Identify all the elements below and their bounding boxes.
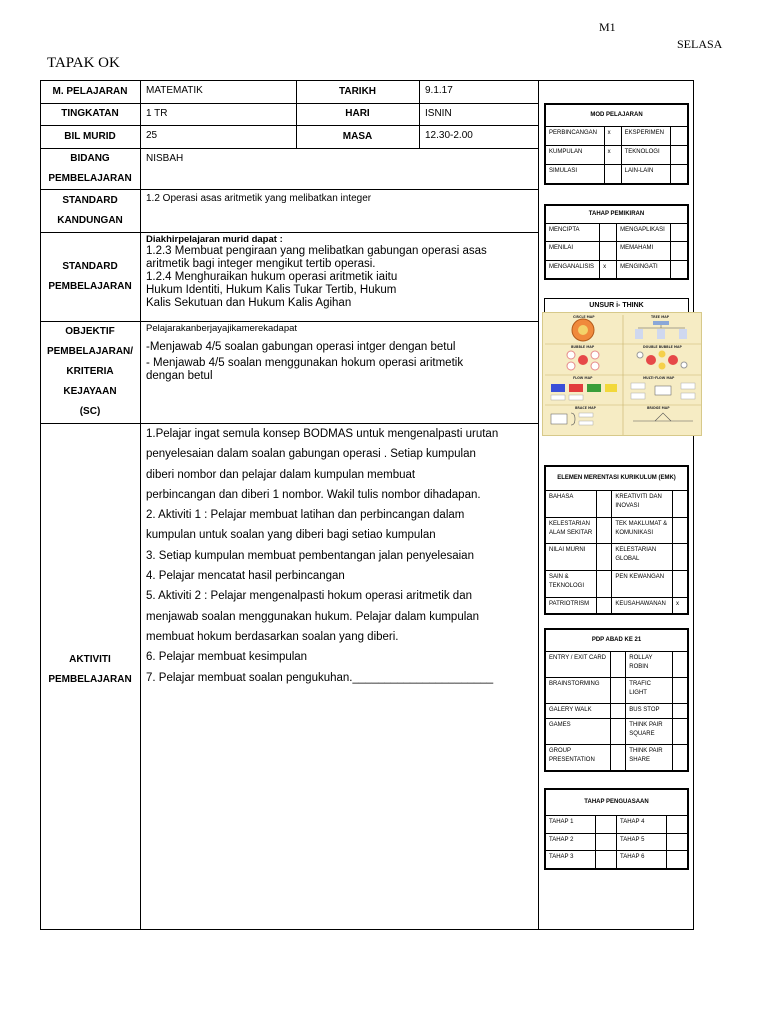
page-title: TAPAK OK [47,55,120,71]
ithink-map-label: FLOW MAP [573,376,593,380]
emk-cell: KREATIVITI DAN INOVASI [612,491,673,518]
day-label: HARI [345,108,370,119]
mod-mark [671,127,688,146]
learning-standard-content [146,234,534,310]
mod-mark [671,146,688,165]
pemikiran-cell: MEMAHAMI [617,242,671,260]
ithink-map-label: CIRCLE MAP [573,315,595,319]
pdp-mark [673,719,688,745]
mod-cell: KUMPULAN [546,146,605,165]
penguasaan-cell: TAHAP 1 [546,816,596,834]
penguasaan-title: TAHAP PENGUASAAN [546,790,688,816]
ithink-map-label: BUBBLE MAP [571,345,595,349]
students-label: BIL MURID [64,130,116,142]
pemikiran-cell: MENGANALISIS [546,260,600,278]
pdp-cell: GALERY WALK [546,703,611,719]
pdp-cell: GROUP PRESENTATION [546,745,611,771]
mod-mark: x [604,146,621,165]
pdp-cell: THINK PAIR SHARE [626,745,673,771]
emk-cell: KELESTARIAN GLOBAL [612,544,673,571]
activity-line: 3. Setiap kumpulan membuat pembentangan jalan penyelesaian [146,549,474,562]
pdp-mark [611,677,626,703]
penguasaan-mark [667,816,688,834]
penguasaan-box [544,788,689,870]
ithink-map-label: DOUBLE BUBBLE MAP [643,345,682,349]
pdp-mark [611,745,626,771]
emk-cell: KEUSAHAWANAN [612,597,673,613]
ithink-map-label: TREE MAP [651,315,670,319]
activity-line: 6. Pelajar membuat kesimpulan [146,651,308,664]
penguasaan-cell: TAHAP 2 [546,833,596,851]
mod-pelajaran-box [544,103,689,185]
pemikiran-mark [671,242,688,260]
emk-cell: KELESTARIAN ALAM SEKITAR [546,517,597,544]
mod-mark [671,165,688,184]
subject-label: M. PELAJARAN [52,85,128,97]
content-standard-label: STANDARD KANDUNGAN [57,194,123,226]
pemikiran-mark [671,224,688,242]
pemikiran-mark: x [600,260,617,278]
pdp-cell: BUS STOP [626,703,673,719]
emk-cell: BAHASA [546,491,597,518]
pemikiran-cell: MENGAPLIKASI [617,224,671,242]
learning-standard-label: STANDARD PEMBELAJARAN [48,260,132,292]
pemikiran-cell: MENCIPTA [546,224,600,242]
emk-mark [597,544,612,571]
emk-cell: PATRIOTRISM [546,597,597,613]
activity-line: 4. Pelajar mencatat hasil perbincangan [146,570,345,583]
mod-cell: LAIN-LAIN [621,165,670,184]
page-code: M1 [599,20,616,34]
pemikiran-mark [600,224,617,242]
subject-value: MATEMATIK [146,85,203,96]
ithink-map-label: BRACE MAP [575,406,596,410]
pdp-cell: ROLLAY ROBIN [626,652,673,678]
pdp-title: PDP ABAD KE 21 [546,630,688,652]
objective-content [146,323,534,383]
area-label: BIDANG PEMBELAJARAN [48,152,132,184]
mod-mark: x [604,127,621,146]
penguasaan-mark [596,851,617,869]
learning-standard-line: aritmetik bagi integer mengikut tertib operasi. [146,258,376,270]
emk-cell: PEN KEWANGAN [612,571,673,598]
penguasaan-mark [596,833,617,851]
emk-mark [673,544,688,571]
time-label: MASA [342,130,373,142]
activity-line: diberi nombor dan pelajar dalam kumpulan membuat [146,468,416,481]
emk-mark [597,517,612,544]
date-label: TARIKH [338,85,377,97]
pdp-mark [673,703,688,719]
penguasaan-cell: TAHAP 6 [617,851,667,869]
pemikiran-mark [600,242,617,260]
emk-mark [597,597,612,613]
learning-standard-intro: Diakhirpelajaran murid dapat : [146,234,283,245]
objective-line: dengan betul [146,370,213,382]
ithink-map-label: MULTI-FLOW MAP [643,376,675,380]
mod-cell: SIMULASI [546,165,605,184]
time-value: 12.30-2.00 [425,130,473,141]
area-value: NISBAH [146,153,184,164]
emk-mark: x [673,597,688,613]
mod-mark [604,165,621,184]
pdp-cell: THINK PAIR SQUARE [626,719,673,745]
objective-intro: Pelajarakanberjayajikamerekadapat [146,323,298,334]
activity-line: menjawab soalan menggunakan hukum. Pelajar dalam kumpulan [146,610,480,623]
emk-title: ELEMEN MERENTASI KURIKULUM (EMK) [546,467,688,491]
emk-cell: NILAI MURNI [546,544,597,571]
learning-standard-line: 1.2.4 Menghuraikan hukum operasi aritmetik iaitu [146,271,398,283]
activity-content [146,424,530,688]
learning-standard-line: 1.2.3 Membuat pengiraan yang melibatkan gabungan operasi asas [146,245,487,257]
penguasaan-cell: TAHAP 5 [617,833,667,851]
pdp-mark [673,745,688,771]
activity-line: perbincangan dan diberi 1 nombor. Wakil tulis nombor dihadapan. [146,488,481,501]
penguasaan-cell: TAHAP 3 [546,851,596,869]
pemikiran-cell: MENILAI [546,242,600,260]
pdp-mark [673,652,688,678]
content-standard-value: 1.2 Operasi asas aritmetik yang melibatkan integer [146,193,372,204]
students-value: 25 [146,130,158,141]
pdp-box [544,628,689,772]
emk-mark [597,571,612,598]
emk-cell: TEK MAKLUMAT & KOMUNIKASI [612,517,673,544]
activity-label: AKTIVITI PEMBELAJARAN [48,654,132,685]
penguasaan-mark [596,816,617,834]
pdp-cell: TRAFIC LIGHT [626,677,673,703]
form-label: TINGKATAN [61,108,119,119]
ithink-maps-image [542,312,702,436]
pemikiran-mark [671,260,688,278]
emk-mark [673,491,688,518]
penguasaan-cell: TAHAP 4 [617,816,667,834]
learning-standard-line: Hukum Identiti, Hukum Kalis Tukar Tertib, Hukum [146,284,397,296]
objective-label: OBJEKTIF PEMBELAJARAN/ KRITERIA KEJAYAAN (SC) [46,326,134,417]
mod-cell: PERBINCANGAN [546,127,605,146]
objective-line: - Menjawab 4/5 soalan menggunakan hokum operasi aritmetik [146,357,464,369]
day-value: ISNIN [425,108,452,119]
pdp-mark [673,677,688,703]
pdp-mark [611,703,626,719]
ithink-map-label: BRIDGE MAP [647,406,670,410]
emk-box [544,465,689,615]
activity-line: 2. Aktiviti 1 : Pelajar membuat latihan dan perbincangan dalam [146,509,465,522]
date-value: 9.1.17 [425,85,453,96]
mod-cell: TEKNOLOGI [621,146,670,165]
emk-cell: SAIN & TEKNOLOGI [546,571,597,598]
activity-line: 1.Pelajar ingat semula konsep BODMAS untuk mengenalpasti urutan [146,428,499,440]
activity-line: penyelesaian dalam soalan gabungan operasi . Setiap kumpulan [146,448,476,461]
mod-cell: EKSPERIMEN [621,127,670,146]
activity-line: 5. Aktiviti 2 : Pelajar mengenalpasti hokum operasi aritmetik dan [146,590,472,603]
tahap-pemikiran-title: TAHAP PEMIKIRAN [546,206,688,224]
pdp-mark [611,652,626,678]
activity-line: 7. Pelajar membuat soalan pengukuhan.______________________ [146,671,494,684]
pdp-mark [611,719,626,745]
objective-line: -Menjawab 4/5 soalan gabungan operasi intger dengan betul [146,341,456,353]
emk-mark [673,571,688,598]
page-day: SELASA [677,37,723,51]
tahap-pemikiran-box [544,204,689,280]
activity-line: membuat hokum berdasarkan soalan yang diberi. [146,630,399,643]
penguasaan-mark [667,851,688,869]
pdp-cell: BRAINSTORMING [546,677,611,703]
activity-line: kumpulan untuk soalan yang diberi bagi setiao kumpulan [146,529,436,542]
pemikiran-cell: MENGINGATI [617,260,671,278]
pdp-cell: ENTRY / EXIT CARD [546,652,611,678]
ithink-box [544,298,689,313]
mod-pelajaran-title: MOD PELAJARAN [546,105,688,127]
pdp-cell: GAMES [546,719,611,745]
emk-mark [597,491,612,518]
emk-mark [673,517,688,544]
learning-standard-line: Kalis Sekutuan dan Hukum Kalis Agihan [146,297,352,309]
ithink-title: UNSUR i- THINK [589,302,644,309]
penguasaan-mark [667,833,688,851]
form-value: 1 TR [146,108,168,119]
